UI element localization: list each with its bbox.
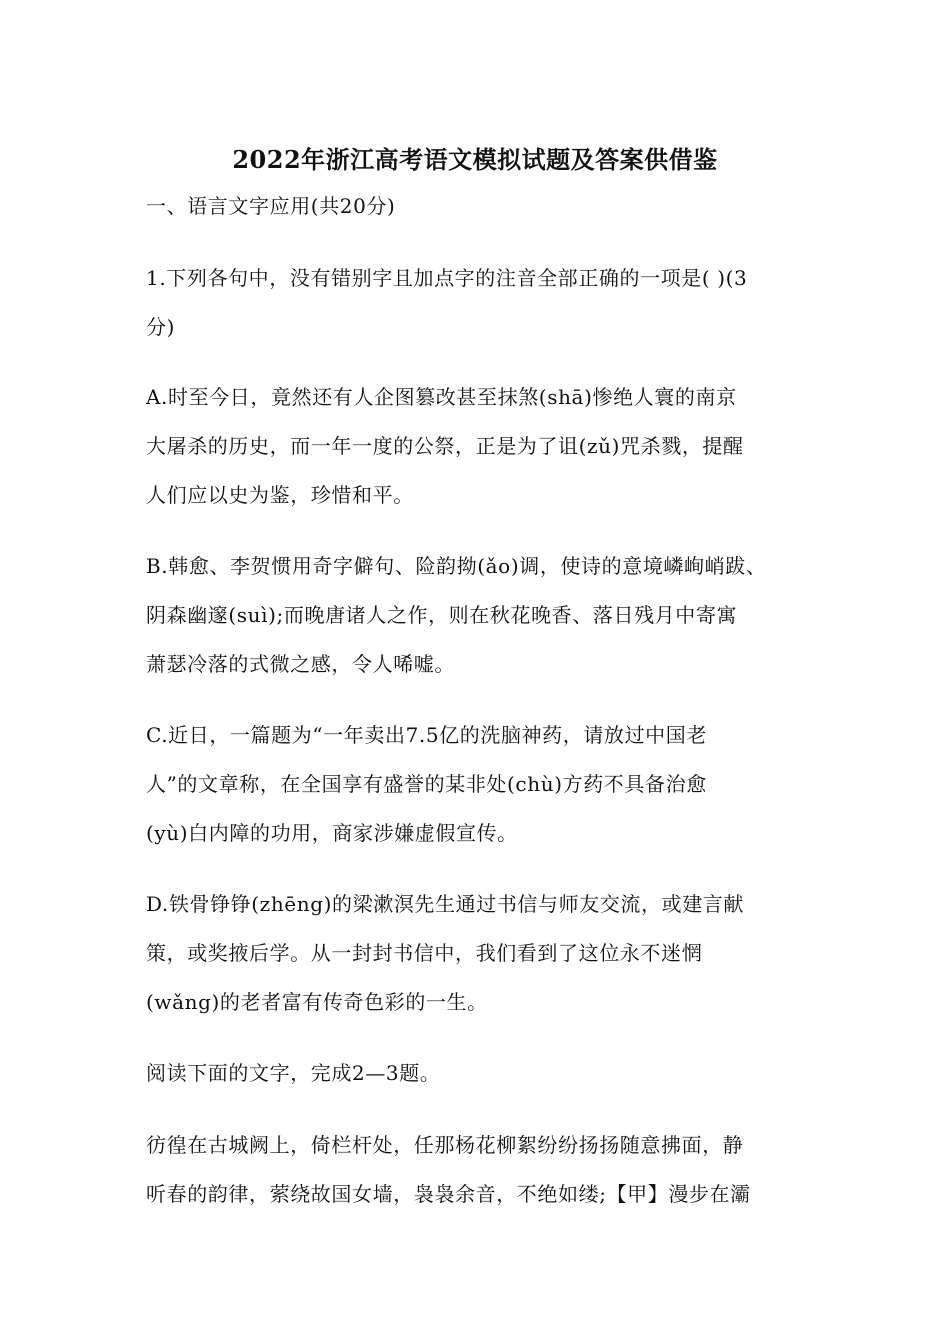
- option-a-line: A.时至今日，竟然还有人企图篡改甚至抹煞(shā)惨绝人寰的南京: [146, 385, 737, 409]
- option-a-line: 人们应以史为鉴，珍惜和平。: [146, 483, 414, 507]
- option-c-line: (yù)白内障的功用，商家涉嫌虚假宣传。: [146, 821, 518, 845]
- passage-line: 听春的韵律，萦绕故国女墙，袅袅余音，不绝如缕;【甲】漫步在灞: [146, 1182, 751, 1206]
- section-heading: 一、语言文字应用(共20分): [146, 194, 396, 218]
- reading-instruction: 阅读下面的文字，完成2—3题。: [146, 1061, 441, 1085]
- option-c-line: 人”的文章称，在全国享有盛誉的某非处(chù)方药不具备治愈: [146, 772, 707, 796]
- option-b-line: 萧瑟冷落的式微之感，令人唏嘘。: [146, 652, 455, 676]
- document-title: 2022年浙江高考语文模拟试题及答案供借鉴: [232, 145, 718, 174]
- option-c-line: C.近日，一篇题为“一年卖出7.5亿的洗脑神药，请放过中国老: [146, 723, 707, 747]
- passage-line: 彷徨在古城阙上，倚栏杆处，任那杨花柳絮纷纷扬扬随意拂面，静: [146, 1133, 744, 1157]
- option-a-line: 大屠杀的历史，而一年一度的公祭，正是为了诅(zǔ)咒杀戮，提醒: [146, 434, 744, 458]
- option-b-line: 阴森幽邃(suì);而晚唐诸人之作，则在秋花晚香、落日残月中寄寓: [146, 603, 738, 627]
- question-stem-line: 1.下列各句中，没有错别字且加点字的注音全部正确的一项是( )(3: [146, 266, 748, 290]
- option-d-line: 策，或奖掖后学。从一封封书信中，我们看到了这位永不迷惘: [146, 941, 703, 965]
- option-b-line: B.韩愈、李贺惯用奇字僻句、险韵拗(ǎo)调，使诗的意境嶙峋峭跋、: [146, 554, 767, 578]
- option-d-line: (wǎng)的老者富有传奇色彩的一生。: [146, 990, 488, 1014]
- question-stem-line: 分): [146, 315, 176, 339]
- option-d-line: D.铁骨铮铮(zhēng)的梁漱溟先生通过书信与师友交流，或建言献: [146, 892, 745, 916]
